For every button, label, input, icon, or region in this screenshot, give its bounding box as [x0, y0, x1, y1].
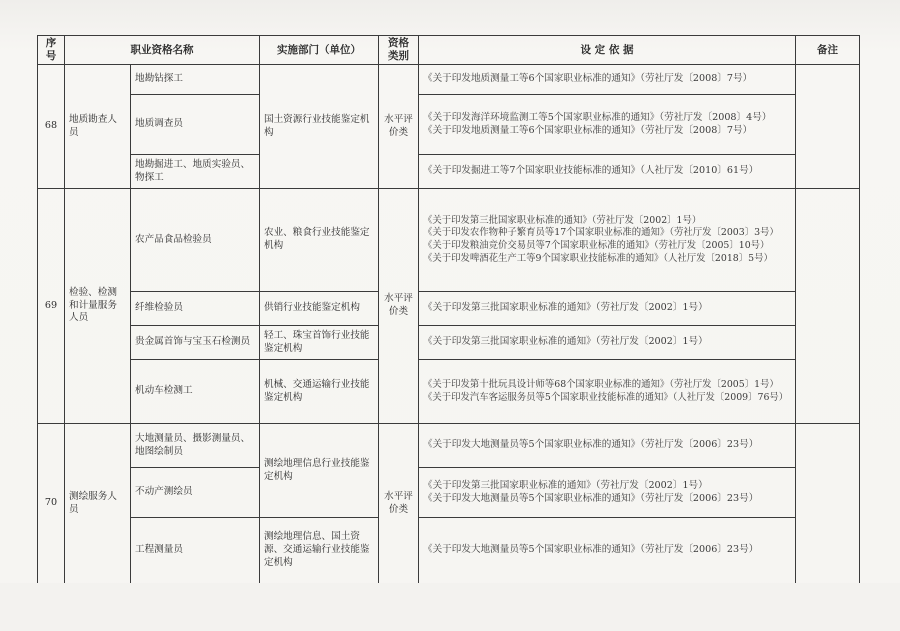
qualification-type: 水平评价类: [379, 424, 419, 584]
qualification-name: 工程测量员: [131, 518, 260, 584]
basis-line: 《关于印发地质测量工等6个国家职业标准的通知》（劳社厅发〔2008〕7号）: [423, 124, 753, 136]
basis-cell: [419, 65, 796, 95]
remark-cell: [796, 189, 860, 424]
basis-line: 《关于印发海洋环境监测工等5个国家职业标准的通知》（劳社厅发〔2008〕4号）: [423, 111, 772, 123]
qualification-type: 水平评价类: [379, 65, 419, 189]
remark-cell: [796, 65, 860, 189]
qualification-table: [37, 35, 860, 584]
table-row: [38, 155, 860, 189]
implementing-dept: 国土资源行业技能鉴定机构: [260, 65, 379, 189]
table-row: [38, 326, 860, 360]
table-row: [38, 360, 860, 424]
header-remark: 备注: [796, 36, 860, 65]
basis-cell: [419, 468, 796, 518]
implementing-dept: 机械、交通运输行业技能鉴定机构: [260, 360, 379, 424]
basis-cell: [419, 424, 796, 468]
occupation-category: 地质勘查人员: [65, 65, 131, 189]
row-number: 70: [38, 424, 65, 584]
basis-line: 《关于印发第三批国家职业标准的通知》（劳社厅发〔2002〕1号）: [423, 214, 702, 226]
implementing-dept: 供销行业技能鉴定机构: [260, 292, 379, 326]
qualification-name: 地质调查员: [131, 95, 260, 155]
occupation-category: 测绘服务人员: [65, 424, 131, 584]
table-row: [38, 65, 860, 95]
implementing-dept: 测绘地理信息行业技能鉴定机构: [260, 424, 379, 518]
table-row: [38, 468, 860, 518]
remark-cell: [796, 424, 860, 584]
basis-cell: [419, 189, 796, 292]
basis-cell: [419, 155, 796, 189]
basis-line: 《关于印发第十批玩具设计师等68个国家职业标准的通知》（劳社厅发〔2005〕1号）: [423, 378, 779, 390]
basis-line: 《关于印发掘进工等7个国家职业技能标准的通知》（人社厅发〔2010〕61号）: [423, 165, 759, 177]
qualification-name: 不动产测绘员: [131, 468, 260, 518]
basis-line: 《关于印发大地测量员等5个国家职业标准的通知》（劳社厅发〔2006〕23号）: [423, 439, 759, 451]
qualification-name: 农产品食品检验员: [131, 189, 260, 292]
basis-line: 《关于印发农作物种子繁育员等17个国家职业标准的通知》（劳社厅发〔2003〕3号）: [423, 227, 779, 239]
header-row: [38, 36, 860, 65]
basis-line: 《关于印发第三批国家职业标准的通知》（劳社厅发〔2002〕1号）: [423, 336, 708, 348]
occupation-category: 检验、检测和计量服务人员: [65, 189, 131, 424]
qualification-name: 地勘钻探工: [131, 65, 260, 95]
implementing-dept: 轻工、珠宝首饰行业技能鉴定机构: [260, 326, 379, 360]
page-bottom-margin: [0, 583, 900, 631]
basis-line: 《关于印发第三批国家职业标准的通知》（劳社厅发〔2002〕1号）: [423, 302, 708, 314]
row-number: 69: [38, 189, 65, 424]
header-basis: 设 定 依 据: [419, 36, 796, 65]
header-name: 职业资格名称: [65, 36, 260, 65]
qualification-type: 水平评价类: [379, 189, 419, 424]
basis-cell: [419, 518, 796, 584]
basis-line: 《关于印发粮油竞价交易员等7个国家职业标准的通知》（劳社厅发〔2005〕10号）: [423, 240, 770, 251]
table-row: [38, 292, 860, 326]
basis-line: 《关于印发第三批国家职业标准的通知》（劳社厅发〔2002〕1号）: [423, 479, 708, 491]
basis-cell: [419, 360, 796, 424]
qualification-name: 贵金属首饰与宝玉石检测员: [131, 326, 260, 360]
basis-cell: [419, 326, 796, 360]
qualification-name: 纤维检验员: [131, 292, 260, 326]
qualification-name: 地勘掘进工、地质实验员、物探工: [131, 155, 260, 189]
basis-line: 《关于印发汽车客运服务员等5个国家职业技能标准的通知》（人社厅发〔2009〕76号）: [423, 391, 789, 403]
basis-line: 《关于印发大地测量员等5个国家职业标准的通知》（劳社厅发〔2006〕23号）: [423, 544, 759, 556]
row-number: 68: [38, 65, 65, 189]
implementing-dept: 农业、粮食行业技能鉴定机构: [260, 189, 379, 292]
header-type: 资格类别: [379, 36, 419, 65]
header-dept: 实施部门（单位）: [260, 36, 379, 65]
implementing-dept: 测绘地理信息、国土资源、交通运输行业技能鉴定机构: [260, 518, 379, 584]
qualification-name: 机动车检测工: [131, 360, 260, 424]
basis-cell: [419, 95, 796, 155]
header-no: 序号: [38, 36, 65, 65]
table-row: [38, 518, 860, 584]
basis-line: 《关于印发地质测量工等6个国家职业标准的通知》（劳社厅发〔2008〕7号）: [423, 73, 753, 85]
basis-cell: [419, 292, 796, 326]
table-row: [38, 189, 860, 292]
table-row: [38, 424, 860, 468]
table-row: [38, 95, 860, 155]
qualification-name: 大地测量员、摄影测量员、地图绘制员: [131, 424, 260, 468]
basis-line: 《关于印发啤酒花生产工等9个国家职业技能标准的通知》（人社厅发〔2018〕5号）: [423, 252, 773, 264]
basis-line: 《关于印发大地测量员等5个国家职业标准的通知》（劳社厅发〔2006〕23号）: [423, 492, 759, 504]
